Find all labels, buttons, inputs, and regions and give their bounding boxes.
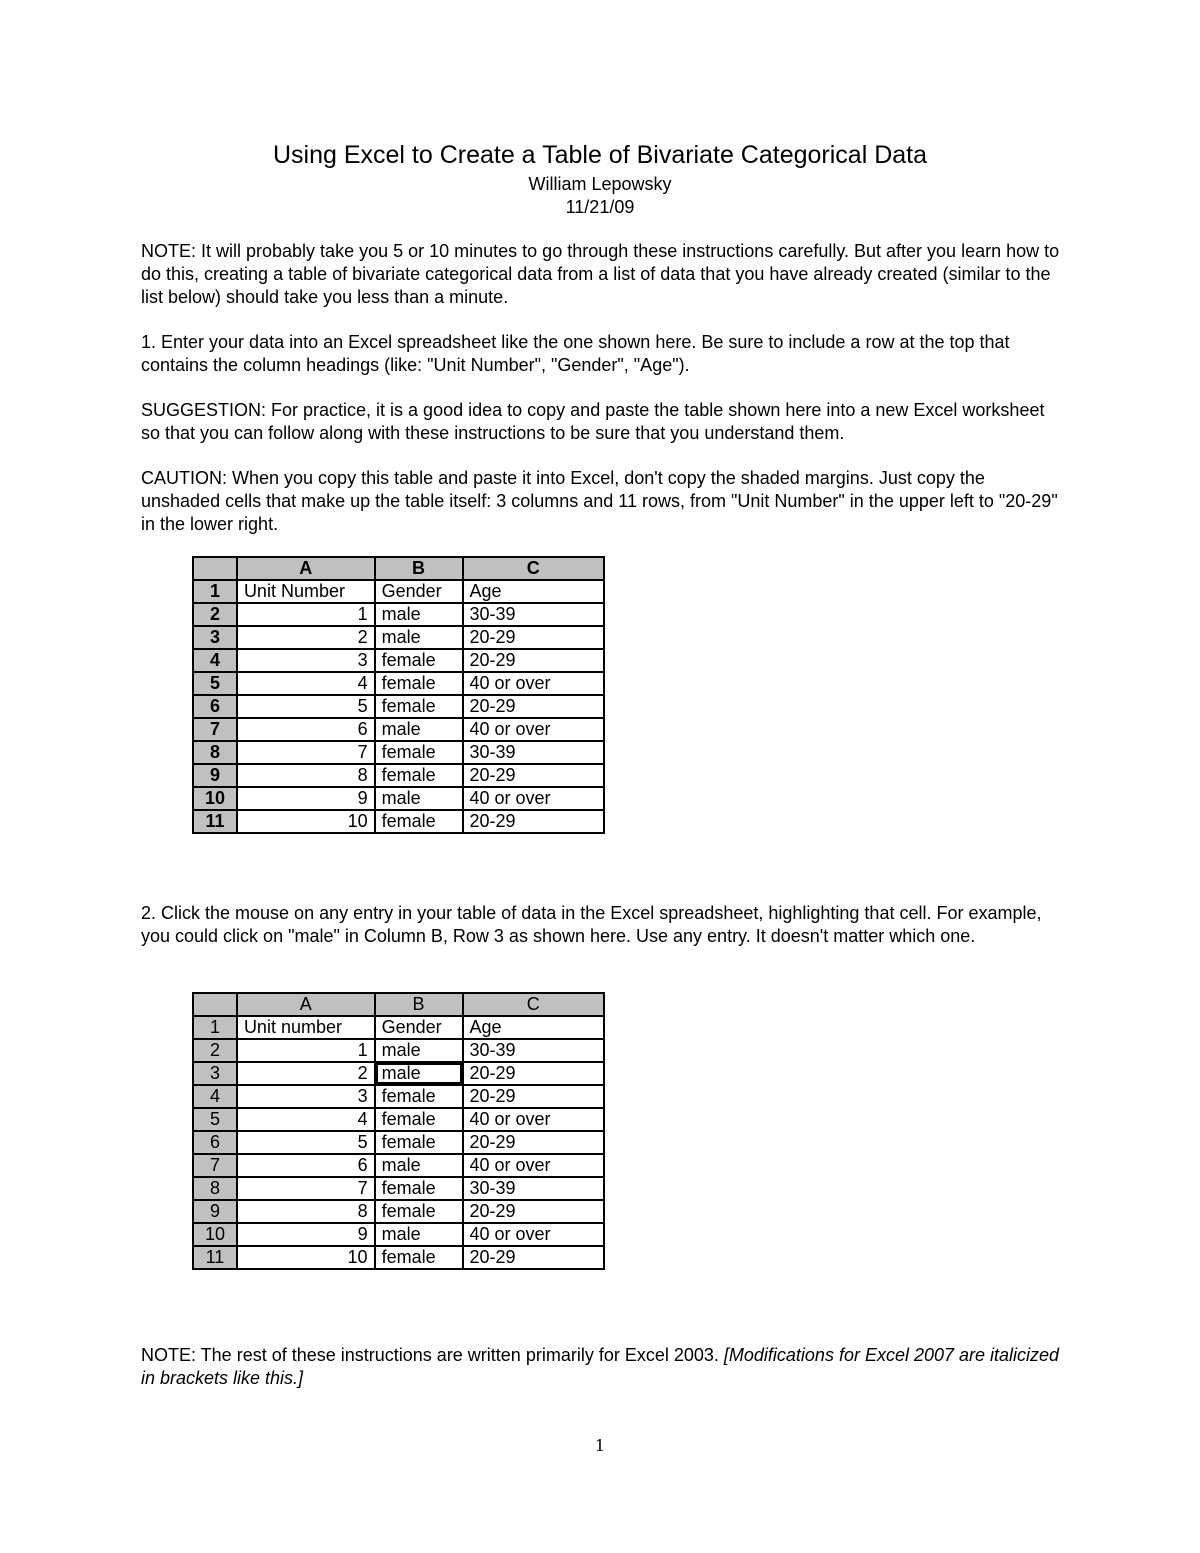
cell-b[interactable]: female [375,1085,463,1108]
cell-b[interactable]: female [375,695,463,718]
cell-b[interactable]: male [375,1154,463,1177]
author: William Lepowsky [528,174,672,194]
cell-c[interactable]: 20-29 [463,695,605,718]
note-italic-text: [Modifications for Excel 2007 are italicized in brackets like this.] [141,1345,1060,1388]
row-number: 10 [193,787,237,810]
cell-a[interactable]: 8 [237,1200,375,1223]
cell-c[interactable]: 30-39 [463,1039,605,1062]
cell-b: Gender [375,580,463,603]
row-number: 7 [193,1154,237,1177]
cell-a[interactable]: 5 [237,1131,375,1154]
cell-b[interactable]: male [375,1223,463,1246]
cell-a[interactable]: 5 [237,695,375,718]
spreadsheet-table-1 [192,556,605,834]
excel-version-note [141,1344,1061,1390]
cell-b[interactable]: female [375,672,463,695]
row-number: 2 [193,1039,237,1062]
cell-a[interactable]: 9 [237,787,375,810]
cell-c[interactable]: 20-29 [463,764,605,787]
column-header-c: C [463,557,605,580]
row-number: 6 [193,695,237,718]
cell-c[interactable]: 40 or over [463,787,605,810]
cell-a[interactable]: 8 [237,764,375,787]
column-header-row [193,557,604,580]
table-row [193,1154,604,1177]
selected-cell[interactable]: male [375,1062,463,1085]
cell-b[interactable]: female [375,1246,463,1269]
cell-c[interactable]: 20-29 [463,1131,605,1154]
document-date: 11/21/09 [565,197,635,217]
table-row [193,1085,604,1108]
cell-b[interactable]: male [375,626,463,649]
cell-a: Unit number [237,1016,375,1039]
cell-c[interactable]: 40 or over [463,1223,605,1246]
column-header-b: B [375,993,463,1016]
page-number: 1 [594,1436,606,1455]
cell-c[interactable]: 20-29 [463,649,605,672]
table-row [193,810,604,833]
table-row [193,1200,604,1223]
cell-a[interactable]: 6 [237,1154,375,1177]
column-header-a: A [237,557,375,580]
table-row [193,1039,604,1062]
cell-c[interactable]: 30-39 [463,603,605,626]
cell-b[interactable]: female [375,810,463,833]
table-row [193,695,604,718]
cell-b[interactable]: female [375,1108,463,1131]
cell-b[interactable]: male [375,787,463,810]
table-row [193,580,604,603]
row-number: 9 [193,764,237,787]
table-row [193,1016,604,1039]
row-number: 8 [193,1177,237,1200]
row-number: 3 [193,626,237,649]
cell-a[interactable]: 1 [237,603,375,626]
cell-a[interactable]: 1 [237,1039,375,1062]
cell-a[interactable]: 3 [237,649,375,672]
step-1-text: 1. Enter your data into an Excel spreadsheet like the one shown here. Be sure to include a row at the top that contains the column headings (like: "Unit Number", "Gender", "Age"). [141,332,1010,375]
cell-c[interactable]: 40 or over [463,672,605,695]
cell-a[interactable]: 7 [237,1177,375,1200]
step-2-text: 2. Click the mouse on any entry in your table of data in the Excel spreadsheet, highlighting that cell. For example, you could click on "male" in Column B, Row 3 as shown here. Use any entry. It doesn't matter which one. [141,903,1042,946]
cell-b[interactable]: male [375,603,463,626]
cell-c[interactable]: 20-29 [463,1062,605,1085]
cell-a[interactable]: 2 [237,626,375,649]
cell-b[interactable]: male [375,718,463,741]
table-row [193,603,604,626]
cell-a[interactable]: 2 [237,1062,375,1085]
table-row [193,1223,604,1246]
table-row [193,1246,604,1269]
table-row [193,1177,604,1200]
cell-b[interactable]: female [375,1131,463,1154]
table-row [193,764,604,787]
spreadsheet-table-2 [192,992,605,1270]
note-plain-text: NOTE: The rest of these instructions are written primarily for Excel 2003. [141,1345,724,1365]
table-row [193,626,604,649]
cell-c[interactable]: 20-29 [463,810,605,833]
row-number: 11 [193,1246,237,1269]
cell-b[interactable]: male [375,1039,463,1062]
cell-c[interactable]: 40 or over [463,1108,605,1131]
row-number: 7 [193,718,237,741]
cell-a[interactable]: 6 [237,718,375,741]
intro-note: NOTE: It will probably take you 5 or 10 minutes to go through these instructions carefully. But after you learn how to do this, creating a table of bivariate categorical data from a list of data that you have already created (similar to the list below) should take you less than a minute. [141,241,1060,307]
row-number: 4 [193,649,237,672]
column-header-row [193,993,604,1016]
cell-c[interactable]: 20-29 [463,1200,605,1223]
cell-a[interactable]: 4 [237,672,375,695]
corner-cell [193,557,237,580]
cell-b[interactable]: female [375,741,463,764]
column-header-a: A [237,993,375,1016]
table-row [193,787,604,810]
table-row [193,718,604,741]
caution-text: CAUTION: When you copy this table and paste it into Excel, don't copy the shaded margins. Just copy the unshaded cells that make up the table itself: 3 columns and 11 rows, from "Unit Number" in the upper left to "20-29" in the lower right. [141,468,1058,534]
cell-a[interactable]: 4 [237,1108,375,1131]
cell-a: Unit Number [237,580,375,603]
table-row [193,1062,604,1085]
table-row [193,741,604,764]
cell-a[interactable]: 9 [237,1223,375,1246]
cell-c[interactable]: 20-29 [463,626,605,649]
cell-c[interactable]: 30-39 [463,1177,605,1200]
row-number: 6 [193,1131,237,1154]
cell-c[interactable]: 40 or over [463,718,605,741]
table-row [193,672,604,695]
row-number: 1 [193,580,237,603]
row-number: 10 [193,1223,237,1246]
table-row [193,1108,604,1131]
cell-c: Age [463,1016,605,1039]
cell-c: Age [463,580,605,603]
column-header-b: B [375,557,463,580]
row-number: 1 [193,1016,237,1039]
cell-c[interactable]: 20-29 [463,1085,605,1108]
cell-a[interactable]: 3 [237,1085,375,1108]
cell-b[interactable]: female [375,1200,463,1223]
row-number: 9 [193,1200,237,1223]
table-row [193,649,604,672]
cell-b[interactable]: female [375,764,463,787]
row-number: 8 [193,741,237,764]
column-header-c: C [463,993,605,1016]
corner-cell [193,993,237,1016]
cell-c[interactable]: 20-29 [463,1246,605,1269]
cell-c[interactable]: 30-39 [463,741,605,764]
row-number: 11 [193,810,237,833]
cell-b[interactable]: female [375,649,463,672]
suggestion-text: SUGGESTION: For practice, it is a good idea to copy and paste the table shown here into a new Excel worksheet so that you can follow along with these instructions to be sure that you understand them. [141,400,1045,443]
cell-c[interactable]: 40 or over [463,1154,605,1177]
row-number: 3 [193,1062,237,1085]
row-number: 4 [193,1085,237,1108]
cell-a[interactable]: 10 [237,810,375,833]
row-number: 2 [193,603,237,626]
cell-a[interactable]: 7 [237,741,375,764]
cell-a[interactable]: 10 [237,1246,375,1269]
row-number: 5 [193,672,237,695]
table-row [193,1131,604,1154]
cell-b: Gender [375,1016,463,1039]
row-number: 5 [193,1108,237,1131]
page-title: Using Excel to Create a Table of Bivariate Categorical Data [272,141,928,169]
cell-b[interactable]: female [375,1177,463,1200]
